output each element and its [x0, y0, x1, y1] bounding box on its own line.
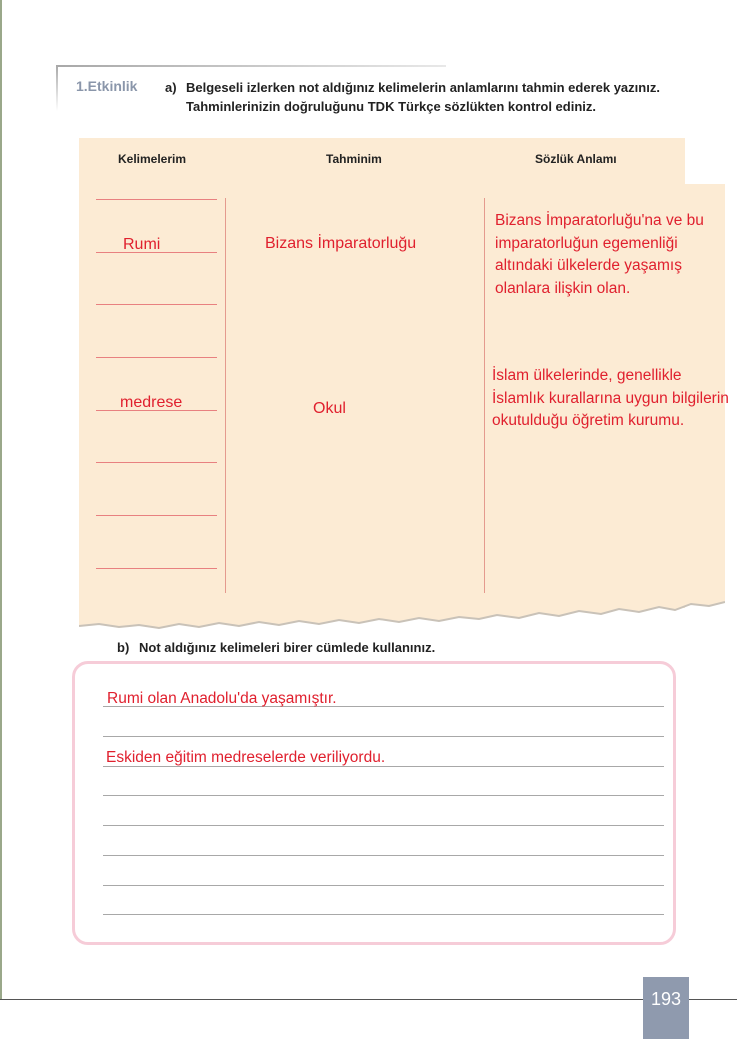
guess-entry: Bizans İmparatorluğu — [265, 235, 417, 252]
sentence-write-line — [103, 825, 664, 826]
sentence-write-line — [103, 855, 664, 856]
column-header-words: Kelimelerim — [118, 152, 187, 166]
word-write-line — [96, 515, 217, 516]
word-entry: medrese — [120, 394, 183, 411]
activity-label: 1.Etkinlik — [76, 78, 138, 94]
word-write-line — [96, 304, 217, 305]
sentence-write-line — [103, 736, 664, 737]
word-write-line — [96, 199, 217, 200]
column-header-definition: Sözlük Anlamı — [535, 152, 617, 166]
word-write-line — [96, 462, 217, 463]
word-write-line — [96, 568, 217, 569]
column-header-guess: Tahminim — [326, 152, 382, 166]
sentence-entry: Rumi olan Anadolu'da yaşamıştır. — [107, 690, 337, 707]
definition-entry: Bizans İmparatorluğu'na ve bu imparatorluğun egemenliği altındaki ülkelerde yaşamış olanlara ilişkin olan. — [495, 212, 704, 297]
word-write-line — [96, 357, 217, 358]
part-a-instruction: Belgeseli izlerken not aldığınız kelimelerin anlamlarını tahmin ederek yazınız. Tahminlerinizin doğruluğunu TDK Türkçe sözlükten kontrol ediniz. — [186, 80, 660, 114]
page-left-edge — [0, 0, 2, 1000]
column-divider — [484, 198, 485, 593]
sentence-write-line — [103, 885, 664, 886]
guess-entry: Okul — [313, 400, 346, 417]
part-a-marker: a) — [165, 80, 177, 95]
part-b-instruction: Not aldığınız kelimeleri birer cümlede kullanınız. — [139, 640, 436, 655]
activity-frame-top — [56, 65, 446, 67]
part-b-marker: b) — [117, 640, 130, 655]
definition-entry: İslam ülkelerinde, genellikle İslamlık kurallarına uygun bilgilerin okutulduğu öğretim kurumu. — [492, 367, 729, 429]
sentence-entry: Eskiden eğitim medreselerde veriliyordu. — [106, 749, 386, 766]
word-entry: Rumi — [123, 236, 161, 253]
column-divider — [225, 198, 226, 593]
activity-frame-left — [56, 65, 58, 111]
page-number: 193 — [643, 977, 689, 1039]
torn-paper-edge — [79, 596, 725, 636]
footer-rule — [0, 999, 737, 1000]
sentence-write-line — [103, 795, 664, 796]
sentence-write-line — [103, 914, 664, 915]
